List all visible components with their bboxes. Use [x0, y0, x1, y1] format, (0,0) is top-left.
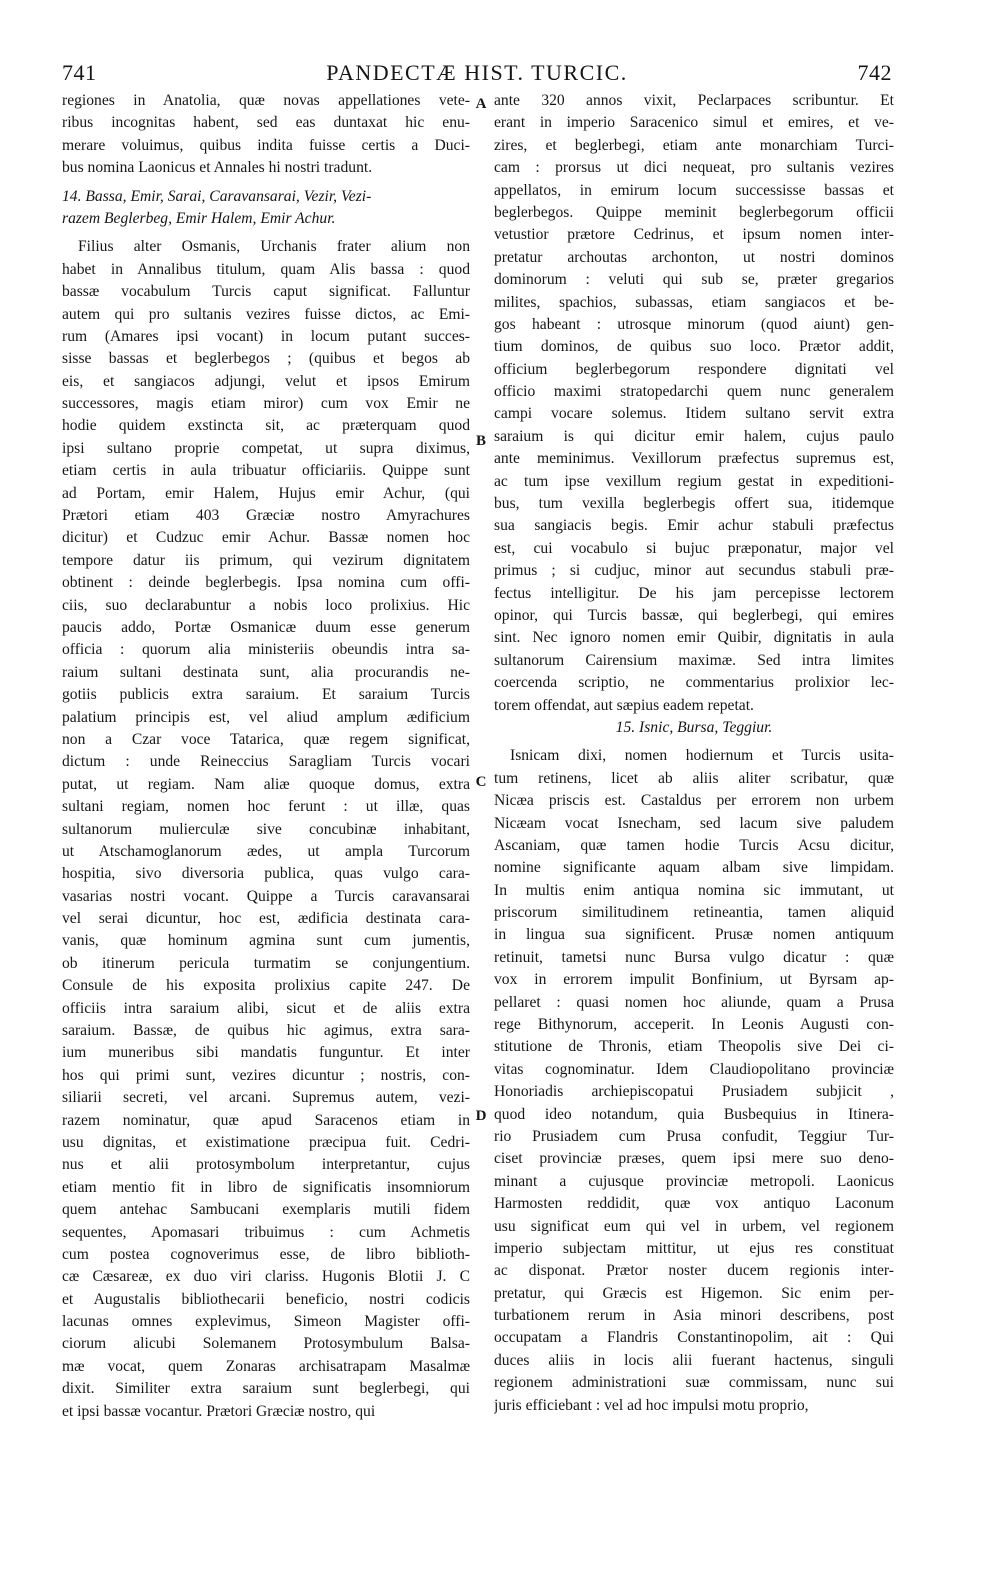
text-line: appellatos, in emirum locum successisse bassas et [494, 181, 894, 199]
text-line: ipsi sultano proprie competat, ut supra diximus, [62, 439, 470, 457]
text-line: torem offendat, aut sæpius eadem repetat. [494, 696, 754, 714]
text-line: saraium. Bassæ, de quibus hic agimus, extra sara- [62, 1022, 470, 1040]
text-line: rege Bithynorum, acceperit. In Leonis Augusti con- [494, 1016, 894, 1034]
text-line: dictum : unde Reineccius Saragliam Turcis vocari [62, 753, 470, 771]
page-number-left: 741 [62, 60, 97, 85]
text-line: raium sultani destinata sunt, alia procurandis ne- [62, 663, 470, 681]
margin-marker-a: A [475, 96, 487, 112]
text-line: vanis, quæ hominum agmina sunt cum jumentis, [62, 932, 470, 950]
text-line: mæ vocat, quem Zonaras archisatrapam Masalmæ [62, 1357, 470, 1375]
text-line: retinuit, tametsi nunc Bursa vulgo dicatur : quæ [494, 948, 894, 966]
text-line: bus, tum vexilla beglerbegis offert sua, itidemque [494, 495, 894, 513]
text-line: cæ Cæsareæ, ex duo viri clariss. Hugonis Blotii J. C [62, 1268, 470, 1286]
text-line: vetustior prætore Cedrinus, et ipsum nomen inter- [494, 226, 894, 244]
text-line: etiam certis in aula tribuatur officiariis. Quippe sunt [62, 462, 470, 480]
text-line: saraium is qui dicitur emir halem, cujus paulo [494, 427, 894, 445]
text-line: Consule de his exposita prolixius capite 247. De [62, 977, 470, 995]
text-line: ut Atschamoglanorum ædes, ut ampla Turcorum [62, 842, 470, 860]
text-line: razem nominatur, quæ apud Saracenos etiam in [62, 1111, 470, 1129]
text-line: beglerbegos. Quippe meminit beglerbegorum officii [494, 203, 894, 221]
text-line: vox in errorem impulit Bonfinium, ut Byrsam ap- [494, 971, 894, 989]
text-line: putat, ut regiam. Nam aliæ quoque domus, extra [62, 775, 470, 793]
text-line: gotiis publicis extra saraium. Et saraium Turcis [62, 686, 470, 704]
text-line: sultanorum mulierculæ sive concubinæ inhabitant, [62, 820, 470, 838]
text-line: tempore datur iis primum, qui vezirum dignitatem [62, 551, 470, 569]
text-line: vitas cognominatur. Idem Claudiopolitano provinciæ [494, 1060, 894, 1078]
text-line: primus ; si cudjuc, minor aut secundus stabuli præ- [494, 562, 894, 580]
text-line: siliarii secreti, vel arcani. Supremus autem, vezi- [62, 1089, 470, 1107]
text-line: hos qui primi sunt, vezires dicuntur ; nostris, con- [62, 1066, 470, 1084]
text-line: turbationem rerum in Asia minori describens, post [494, 1307, 894, 1325]
text-line: rio Prusiadem cum Prusa confudit, Teggiur Tur- [494, 1127, 894, 1145]
page-number-right: 742 [857, 60, 892, 85]
text-line: pellaret : quasi nomen hoc aliunde, quam a Prusa [494, 993, 894, 1011]
text-line: sint. Nec ignoro nomen emir Quibir, dignitatis in aula [494, 629, 894, 647]
text-line: campi vocare solemus. Itidem sultano servit extra [494, 405, 894, 423]
text-line: sisse bassas et beglerbegos ; (quibus et begos ab [62, 350, 470, 368]
text-line: paucis addo, Portæ Osmanicæ duum esse generum [62, 618, 470, 636]
text-line: rum (Amares ipsi vocant) in locum putant succes- [62, 327, 470, 345]
text-line: sultanorum Cairensium maximæ. Sed intra limites [494, 651, 894, 669]
text-line: officiis intra saraium alibi, sicut et de aliis extra [62, 999, 470, 1017]
text-line: gos habeant : utrosque minorum (quod aiunt) gen- [494, 315, 894, 333]
text-line: usu significat eum qui vel in urbem, vel regionem [494, 1217, 894, 1235]
text-line: minant a cujusque provinciæ metropoli. Laonicus [494, 1172, 894, 1190]
text-line: pretatur, qui Græcis est Higemon. Sic enim per- [494, 1284, 894, 1302]
text-line: est, cui vocabulo si bujuc præponatur, major vel [494, 539, 894, 557]
text-line: occupatam a Flandris Constantinopolim, ait : Qui [494, 1329, 894, 1347]
text-line: quem antehac Sambucani exemplaris mutili fidem [62, 1201, 470, 1219]
text-line: pretatur archoutas archonton, ut nostri dominos [494, 248, 894, 266]
text-line: regionem administrationi suæ commissam, nunc sui [494, 1374, 894, 1392]
text-line: ob itinerum pericula turmatim se conjungentium. [62, 954, 470, 972]
text-line: Ascaniam, quæ tamen hodie Turcis Acsu dicitur, [494, 836, 894, 854]
text-line: ac disponat. Prætor noster ducem regionis inter- [494, 1262, 894, 1280]
text-line: hodie quidem exstincta sit, ac præterquam quod [62, 417, 470, 435]
text-line: juris efficiebant : vel ad hoc impulsi motu proprio, [494, 1396, 809, 1414]
text-line: quod ideo notandum, quia Busbequius in Itinera- [494, 1105, 894, 1123]
text-line: officio maximi stratopedarchi quem nunc generalem [494, 383, 894, 401]
text-line: regiones in Anatolia, quæ novas appellationes vete- [62, 92, 470, 109]
text-line: duces aliis in locis alii fuerant hactenus, singuli [494, 1351, 894, 1369]
text-line: milites, spachios, subassas, etiam sangiacos et be- [494, 293, 894, 311]
text-line: Harmosten reddidit, quæ vox antiquo Laconum [494, 1195, 894, 1213]
text-line: ium muneribus sibi mandatis funguntur. Et inter [62, 1044, 470, 1062]
text-line: ribus incognitas habent, sed eas duntaxat hic enu- [62, 114, 470, 132]
text-line: Honoriadis archiepiscopatui Prusiadem subjicit , [494, 1083, 894, 1101]
margin-marker-d: D [475, 1108, 487, 1124]
text-line: imperio subjectam mittitur, ut ejus res constituat [494, 1239, 894, 1257]
text-line: hospitia, sivo diversoria publica, quas vulgo cara- [62, 865, 470, 883]
text-line: et Augustalis bibliothecarii beneficio, nostri codicis [62, 1290, 470, 1308]
text-line: ciis, suo declarabuntur a nobis loco prolixius. Hic [62, 596, 470, 614]
text-line: Nicæa priscis est. Castaldus per errorem non urbem [494, 792, 894, 810]
text-line: cam : prorsus ut dici nequeat, pro sultanis vezires [494, 159, 894, 177]
text-line: nus et alii protosymbolum interpretantur, cujus [62, 1156, 470, 1174]
right-column [494, 90, 894, 1417]
text-line: opinor, qui Turcis bassæ, qui beglerbegi, qui emires [494, 606, 894, 624]
text-line: Nicæam vocat Isnecham, sed lacum sive paludem [494, 814, 894, 832]
text-line: non a Czar voce Tatarica, quæ regem significat, [62, 730, 470, 748]
text-line: Isnicam dixi, nomen hodiernum et Turcis usita- [510, 747, 894, 765]
text-line: nomine significante aquam albam sive limpidam. [494, 859, 894, 877]
text-line: merare voluimus, quibus indita fuisse certis a Duci- [62, 136, 470, 154]
text-line: etiam mentio fit in libro de significatis insomniorum [62, 1178, 470, 1196]
text-line: palatium principis est, vel aliud amplum ædificium [62, 708, 470, 726]
text-line: cum postea cognoverimus esse, de libro biblioth- [62, 1245, 470, 1263]
text-line: bus nomina Laonicus et Annales hi nostri tradunt. [62, 159, 373, 177]
text-line: tium dominos, de quibus suo loco. Prætor addit, [494, 338, 894, 356]
section-heading: 15. Isnic, Bursa, Teggiur. [615, 718, 773, 736]
section-heading: 14. Bassa, Emir, Sarai, Caravansarai, Vezir, Vezi- [62, 187, 372, 205]
text-line: ad Portam, emir Halem, Hujus emir Achur, (qui [62, 484, 470, 502]
text-line: ante meminimus. Vexillorum præfectus supremus est, [494, 450, 894, 468]
text-line: dicitur) et Cudzuc emir Achur. Bassæ nomen hoc [62, 529, 470, 547]
text-line: officia : quorum alia ministeriis obeundis intra sa- [62, 641, 470, 659]
text-line: zires, et beglerbegi, etiam ante monarchiam Turci- [494, 136, 894, 154]
text-line: obtinent : deinde beglerbegis. Ipsa nomina cum offi- [62, 574, 470, 592]
text-line: officium beglerbegorum respondere dignitati vel [494, 360, 894, 378]
running-title: PANDECTÆ HIST. TURCIC. [326, 60, 628, 85]
text-line: vasarias nostri vocant. Quippe a Turcis caravansarai [62, 887, 470, 905]
text-line: dominorum : veluti qui sub se, præter gregarios [494, 271, 894, 289]
text-line: ciorum alicubi Solemanem Protosymbulum Balsa- [62, 1335, 470, 1353]
text-line: tum retinens, licet ab aliis aliter scribatur, quæ [494, 769, 894, 787]
text-line: successores, magis etiam miror) cum vox Emir ne [62, 395, 470, 413]
section-heading: razem Beglerbeg, Emir Halem, Emir Achur. [62, 209, 336, 227]
text-line: coercenda scriptio, ne commentarius prolixior lec- [494, 674, 894, 692]
text-line: ante 320 annos vixit, Peclarpaces scribuntur. Et [494, 92, 894, 109]
text-line: sequentes, Apomasari tribuimus : cum Achmetis [62, 1223, 470, 1241]
text-line: vel serai dicuntur, hoc est, ædificia destinata cara- [62, 910, 470, 928]
text-line: ac tum ipse vexillum regium gestat in expeditioni- [494, 472, 894, 490]
running-header [62, 60, 892, 88]
text-line: habet in Annalibus titulum, quam Alis bassa : quod [62, 260, 470, 278]
text-line: priscorum similitudinem retineantia, tamen aliquid [494, 904, 894, 922]
text-line: dixit. Similiter extra saraium sunt beglerbegi, qui [62, 1380, 470, 1398]
text-line: In multis enim antiqua nomina sic immutant, ut [494, 881, 894, 899]
text-line: Filius alter Osmanis, Urchanis frater alium non [78, 238, 470, 256]
text-line: Prætori etiam 403 Græciæ nostro Amyrachures [62, 507, 470, 525]
left-column [62, 90, 470, 1423]
text-line: autem qui pro sultanis vezires fuisse dictos, ac Emi- [62, 305, 470, 323]
text-line: sua sangiacis begis. Emir achur stabuli præfectus [494, 517, 894, 535]
text-line: sultani regiam, nomen hoc ferunt : ut illæ, quas [62, 798, 470, 816]
text-line: lacunas omnes explevimus, Simeon Magister offi- [62, 1313, 470, 1331]
text-line: fectus intelligitur. De his jam percepisse lectorem [494, 584, 894, 602]
text-line: erant in imperio Saracenico simul et emires, et ve- [494, 114, 894, 132]
text-line: et ipsi bassæ vocantur. Prætori Græciæ nostro, qui [62, 1402, 376, 1420]
margin-marker-b: B [475, 433, 486, 449]
text-line: in lingua sua significent. Prusæ nomen antiquum [494, 926, 894, 944]
text-line: stitutione de Thronis, etiam Theopolis sive Dei ci- [494, 1038, 894, 1056]
text-line: eis, et sangiacos adjungi, velut et ipsos Emirum [62, 372, 470, 390]
text-line: usu dignitas, et existimatione præcipua fuit. Cedri- [62, 1133, 470, 1151]
text-line: bassæ vocabulum Turcis caput significat. Falluntur [62, 283, 470, 301]
margin-marker-c: C [475, 774, 487, 790]
text-line: ciset provinciæ præses, quem ipsi mere suo deno- [494, 1150, 894, 1168]
